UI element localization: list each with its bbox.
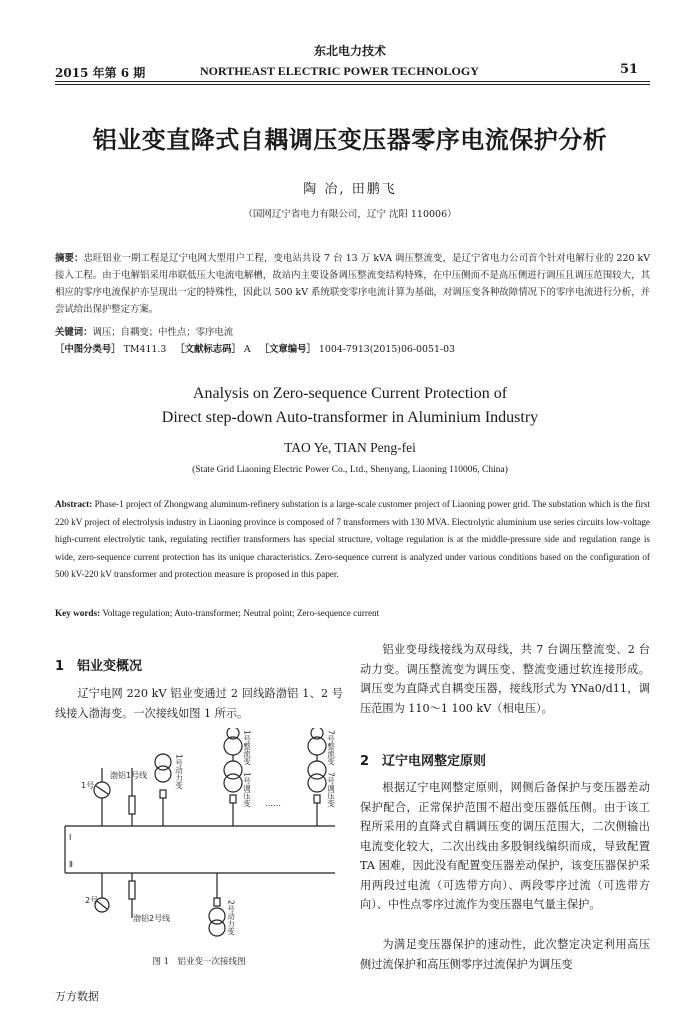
affiliation-en: (State Grid Liaoning Electric Power Co., Ltd., Shenyang, Liaoning 110006, China) [192,465,508,475]
fig-label-bus2: Ⅱ [69,860,73,869]
section1-heading: 1 铝业变概况 [55,659,143,674]
clc-label: ［中图分类号］ [55,344,121,355]
authors-cn: 陶 冶, 田鹏飞 [303,182,397,197]
line1-breaker [129,796,135,814]
fig-label-t7-adj: 7号调压变 [326,772,336,807]
fig-label-line1: 渤铝1号线 [110,771,148,780]
figure1-diagram [55,728,345,950]
page-number: 51 [620,62,639,77]
fig-label-ellipsis: …… [265,799,281,808]
abstract-cn-label: 摘要： [55,253,84,264]
keywords-cn-label: 关键词： [55,327,93,338]
abstract-en-label: Abstract: [55,499,93,509]
fig-label-bus1: Ⅰ [69,833,72,842]
doc-label: ［文献标志码］ [175,344,241,355]
doc-value: A [243,344,251,355]
article-value: 1004-7913(2015)06-0051-03 [318,344,456,355]
header-rule-2 [55,84,650,85]
abstract-en-text: Phase-1 project of Zhongwang aluminum-refinery substation is a large-scale customer project of Liaoning power grid. The substation which is the first 220 kV project of electrolysis industry in Liaoning province is composed of 7 transformers with 130 MVA. Electrolytic aluminium use series circuits low-voltage high-current electrolytic tank, regulating rectifier transformers has special structure, voltage regulation is at the middle-pressure side and regulation range is wide, zero-sequence current protection has its unique characteristics. Zero-sequence current is analyzed under various conditions based on the configuration of 500 kV-220 kV transformer and protection measure is proposed in this paper. [55,499,650,579]
fig-label-sw2: 2号 [85,896,99,905]
keywords-en [55,608,650,618]
issue-label: 2015 年第 6 期 [55,66,146,80]
section2-heading: 2 辽宁电网整定原则 [360,754,487,769]
journal-title-cn: 东北电力技术 [313,44,386,58]
fig-label-sw1: 1号 [81,781,95,790]
title-en-line2: Direct step-down Auto-transformer in Aluminium Industry [161,409,539,426]
article-label: ［文章编号］ [259,344,316,355]
clc-value: TM411.3 [123,344,167,355]
journal-title-en: NORTHEAST ELECTRIC POWER TECHNOLOGY [200,64,479,78]
affiliation-cn: （国网辽宁省电力有限公司，辽宁 沈阳 110006） [243,209,457,220]
fig-label-pt2: 2号动力变 [226,900,236,935]
header-rule [55,81,650,82]
section2-paragraph-1: 根据辽宁电网整定原则，网侧后备保护与变压器差动保护配合，正常保护范围不超出变压器低压侧。由于该工程所采用的直降式自耦调压变的调压范围大，二次侧输出电流变化较大，二次出线由多股铜线编织而成，导致配置 TA 困难，因此没有配置变压器差动保护，该变压器保护采用两段过电流（可选带方向）、两段零序过流（可选带方向）、中性点零序过流作为变压器电气量主保护。 [360,781,650,911]
section1-paragraph: 辽宁电网 220 kV 铝业变通过 2 回线路渤铝 1、2 号线接入渤海变。一次接线如图 1 所示。 [55,687,343,720]
abstract-cn [55,250,650,318]
authors-en: TAO Ye, TIAN Peng-fei [284,440,416,455]
abstract-en [55,496,650,584]
right-paragraph-1: 铝业变母线接线为双母线，共 7 台调压整流变、2 台动力变。调压整流变为调压变、整流变通过软连接形成。调压变为直降式自耦变压器，接线形式为 YNa0/d11，调压范围为 110～1 100 kV（相电压）。 [360,643,650,715]
classification-line [55,341,650,355]
fig-label-pt1: 1号动力变 [174,754,184,789]
figure1-caption: 图 1 铝业变一次接线图 [152,957,246,967]
section2-paragraph-2: 为满足变压器保护的速动性，此次整定决定利用高压侧过流保护和高压侧零序过流保护为调压变 [360,938,650,971]
paper-title-cn: 铝业变直降式自耦调压变压器零序电流保护分析 [92,125,608,154]
watermark-footer: 万方数据 [55,990,99,1003]
title-en-line1: Analysis on Zero-sequence Current Protection of [192,385,508,402]
fig-label-t1-reg: 1号整流变 [242,730,252,765]
keywords-en-text: Voltage regulation; Auto-transformer; Neutral point; Zero-sequence current [102,608,380,618]
keywords-cn-text: 调压；自耦变；中性点；零序电流 [92,327,234,338]
keywords-en-label: Key words: [55,608,101,618]
keywords-cn [55,324,650,338]
fig-label-line2: 渤铝2号线 [133,914,171,923]
paper-title-en [0,382,700,430]
fig-label-t7-reg: 7号整流变 [326,730,336,765]
fig-label-t1-adj: 1号调压变 [242,772,252,807]
abstract-cn-text: 忠旺铝业一期工程是辽宁电网大型用户工程，变电站共设 7 台 13 万 kVA 调压整流变，是辽宁省电力公司首个针对电解行业的 220 kV 接入工程。由于电解铝采用串联低压大电流电解槽，故站内主要设备调压整流变结构特殊，在中压侧而不是高压侧进行调压且调压范围较大，其相应的零序电流保护亦呈现出一定的特殊性，因此以 500 kV 系统联变零序电流计算为基础，对调压变各种故障情况下的零序电流进行分析，并尝试给出保护整定方案。 [55,253,650,315]
